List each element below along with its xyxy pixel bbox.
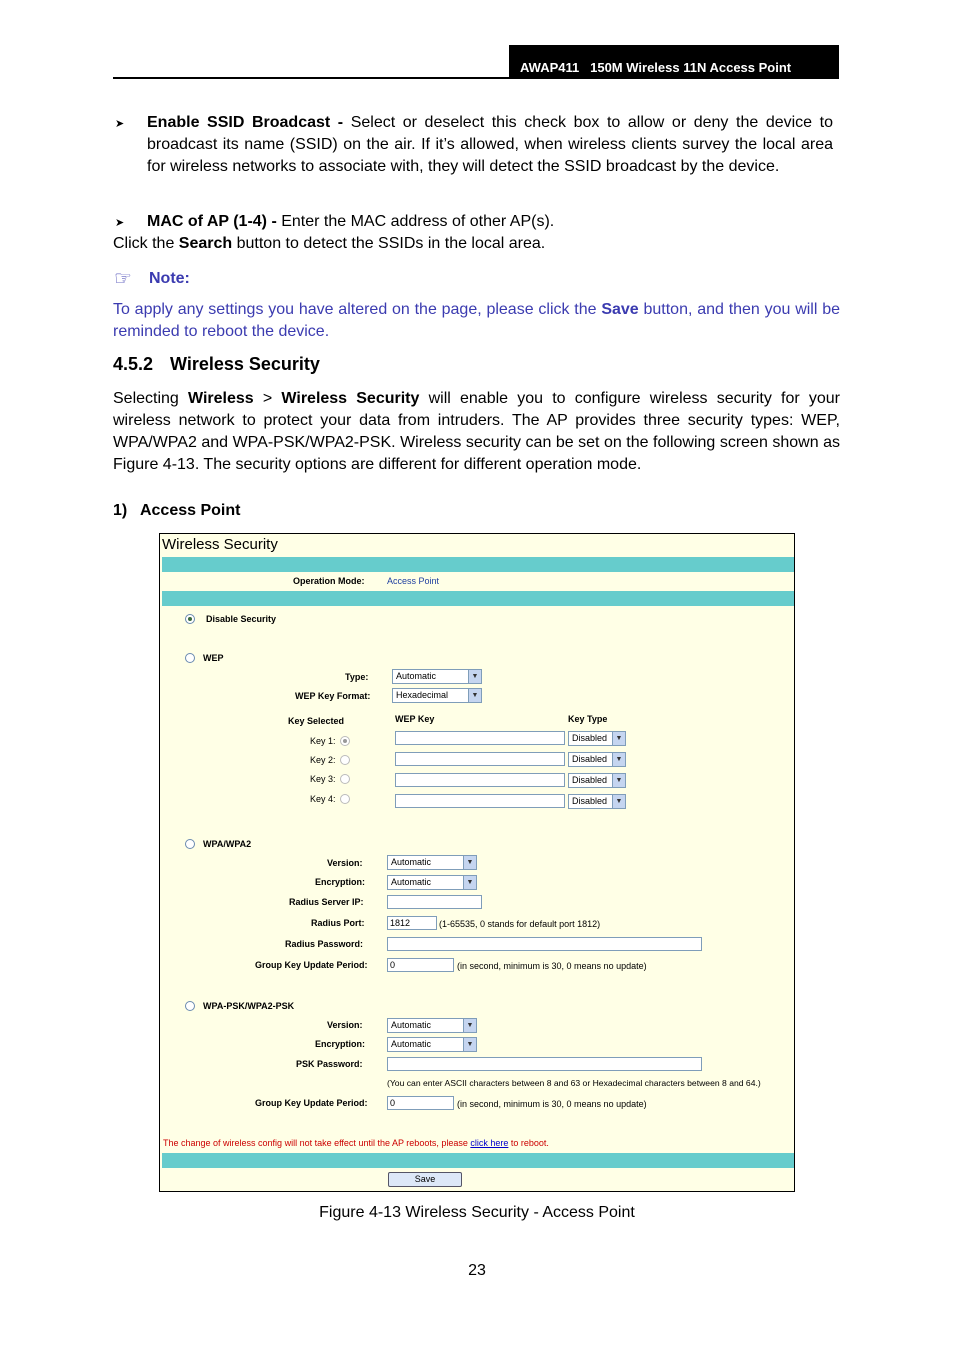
intro-sep: > [253,390,282,407]
disable-security-radio[interactable] [185,614,195,624]
radius-ip-label: Radius Server IP: [289,897,364,907]
wep-format-select[interactable] [392,688,482,703]
key3-type-select[interactable] [568,773,626,788]
key-type-header: Key Type [568,714,608,724]
bullet-term: MAC of AP (1-4) - [147,213,277,230]
wpa-version-label: Version: [327,858,363,868]
bullet-text: Enter the MAC address of other AP(s). [276,213,555,230]
key3-input[interactable] [395,773,565,787]
wpa-encryption-label: Encryption: [315,877,366,887]
key4-label: Key 4: [310,794,336,804]
note-pre: To apply any settings you have altered on the page, please click the [113,301,602,318]
psk-group-key-input[interactable]: 0 [387,1096,454,1110]
intro-paragraph [113,388,840,476]
wep-type-label: Type: [345,672,369,682]
figure-title: Wireless Security [162,536,278,553]
chevron-down-icon: ▼ [463,876,476,889]
key3-radio[interactable] [340,774,350,784]
bullet-arrow-icon: ➤ [115,118,125,130]
psk-version-label: Version: [327,1020,363,1030]
key4-type-select[interactable] [568,794,626,809]
chevron-down-icon: ▼ [463,1019,476,1032]
intro-post: will enable you to configure wireless security for your wireless network to protect your data from intruders. The AP provides three security types: WEP, WPA/WPA2 and WPA-PSK/WPA2-PSK. Wireless security can be set on the following screen shown as Figure 4-13. The security options are different for different operation mode. [113,390,841,473]
wep-type-select[interactable] [392,669,482,684]
psk-version-select[interactable] [387,1018,477,1033]
op-mode-label: Operation Mode: [293,576,365,586]
radius-password-label: Radius Password: [285,939,364,949]
wireless-security-screenshot [159,533,795,1192]
wpa-encryption-select[interactable] [387,875,477,890]
psk-group-key-hint: (in second, minimum is 30, 0 means no update) [457,1099,647,1109]
save-button[interactable]: Save [388,1172,462,1187]
bullet-mac-of-ap [147,211,833,233]
intro-pre: Selecting [113,390,189,407]
psk-group-key-label: Group Key Update Period: [255,1098,368,1108]
header-product: 150M Wireless 11N Access Point [590,60,792,75]
header-model: AWAP411 [520,60,580,75]
note-label: Note: [149,270,190,287]
teal-bar [162,557,794,572]
psk-encryption-value: Automatic [391,1039,432,1049]
key3-type-value: Disabled [572,775,608,785]
wpa-group-key-input[interactable]: 0 [387,958,454,972]
radius-port-input[interactable]: 1812 [387,916,437,930]
op-mode-value: Access Point [387,576,440,586]
psk-password-label: PSK Password: [296,1059,363,1069]
key1-input[interactable] [395,731,565,745]
wpa-version-select[interactable] [387,855,477,870]
note-term: Save [601,301,639,318]
key4-input[interactable] [395,794,565,808]
page-number: 23 [468,1262,486,1279]
key1-label: Key 1: [310,736,336,746]
chevron-down-icon: ▼ [463,1038,476,1051]
wep-radio[interactable] [185,653,195,663]
teal-bar [162,591,794,606]
key2-type-select[interactable] [568,752,626,767]
chevron-down-icon: ▼ [612,774,625,787]
key1-type-select[interactable] [568,731,626,746]
chevron-down-icon: ▼ [463,856,476,869]
psk-label: WPA-PSK/WPA2-PSK [203,1001,295,1011]
intro-term-security: Wireless Security [281,390,420,407]
wep-format-value: Hexadecimal [396,690,449,700]
wpa-group-key-hint: (in second, minimum is 30, 0 means no update) [457,961,647,971]
wep-format-label: WEP Key Format: [295,691,371,701]
psk-version-value: Automatic [391,1020,432,1030]
search-line-post: button to detect the SSIDs in the local area. [232,235,546,252]
key1-radio[interactable] [340,736,350,746]
subheading-access-point: 1) Access Point [113,502,241,519]
bullet-ssid-broadcast [147,112,833,178]
wpa-label: WPA/WPA2 [203,839,252,849]
chevron-down-icon: ▼ [468,670,481,683]
radius-ip-input[interactable] [387,895,482,909]
pointing-hand-icon: ☞ [114,268,132,290]
note-post: button, and then you will be reminded to reboot the device. [113,301,841,340]
section-number: 4.5.2 [113,354,154,374]
wep-type-value: Automatic [396,671,437,681]
search-line [113,233,840,255]
psk-radio[interactable] [185,1001,195,1011]
search-line-term: Search [178,235,233,252]
reboot-link[interactable]: click here [470,1138,509,1148]
psk-password-input[interactable] [387,1057,702,1071]
header-title-box [509,45,839,79]
radius-password-input[interactable] [387,937,702,951]
figure-caption: Figure 4-13 Wireless Security - Access Point [319,1204,635,1221]
wep-key-header: WEP Key [395,714,435,724]
reboot-warning-pre: The change of wireless config will not take effect until the AP reboots, please [163,1138,471,1148]
key2-input[interactable] [395,752,565,766]
chevron-down-icon: ▼ [612,753,625,766]
key-selected-header: Key Selected [288,716,345,726]
key4-type-value: Disabled [572,796,608,806]
radius-port-hint: (1-65535, 0 stands for default port 1812) [439,919,601,929]
key4-radio[interactable] [340,794,350,804]
note-text [113,299,840,343]
bullet-arrow-icon: ➤ [115,217,125,229]
disable-security-label: Disable Security [206,614,277,624]
chevron-down-icon: ▼ [468,689,481,702]
intro-term-wireless: Wireless [188,390,254,407]
key2-label: Key 2: [310,755,336,765]
reboot-warning [163,1138,549,1148]
chevron-down-icon: ▼ [612,795,625,808]
radius-port-label: Radius Port: [311,918,365,928]
section-title: Wireless Security [170,354,320,374]
psk-encryption-select[interactable] [387,1037,477,1052]
wep-label: WEP [203,653,224,663]
key1-type-value: Disabled [572,733,608,743]
wpa-version-value: Automatic [391,857,432,867]
key3-label: Key 3: [310,774,336,784]
psk-encryption-label: Encryption: [315,1039,366,1049]
teal-bar [162,1153,794,1168]
bullet-text: Select or deselect this check box to allow or deny the device to broadcast its name (SSID) on the air. If it’s allowed, when wireless clients survey the local area for wireless networks to associate with, they will detect the SSID broadcast by the device. [147,114,833,175]
bullet-term: Enable SSID Broadcast - [147,114,344,131]
header-rule [113,77,839,79]
wpa-group-key-label: Group Key Update Period: [255,960,368,970]
wpa-radio[interactable] [185,839,195,849]
key2-radio[interactable] [340,755,350,765]
wpa-encryption-value: Automatic [391,877,432,887]
chevron-down-icon: ▼ [612,732,625,745]
reboot-warning-post: to reboot. [508,1138,549,1148]
search-line-pre: Click the [113,235,179,252]
psk-password-hint: (You can enter ASCII characters between 8 and 63 or Hexadecimal characters between 8 and 64.) [387,1078,761,1088]
key2-type-value: Disabled [572,754,608,764]
